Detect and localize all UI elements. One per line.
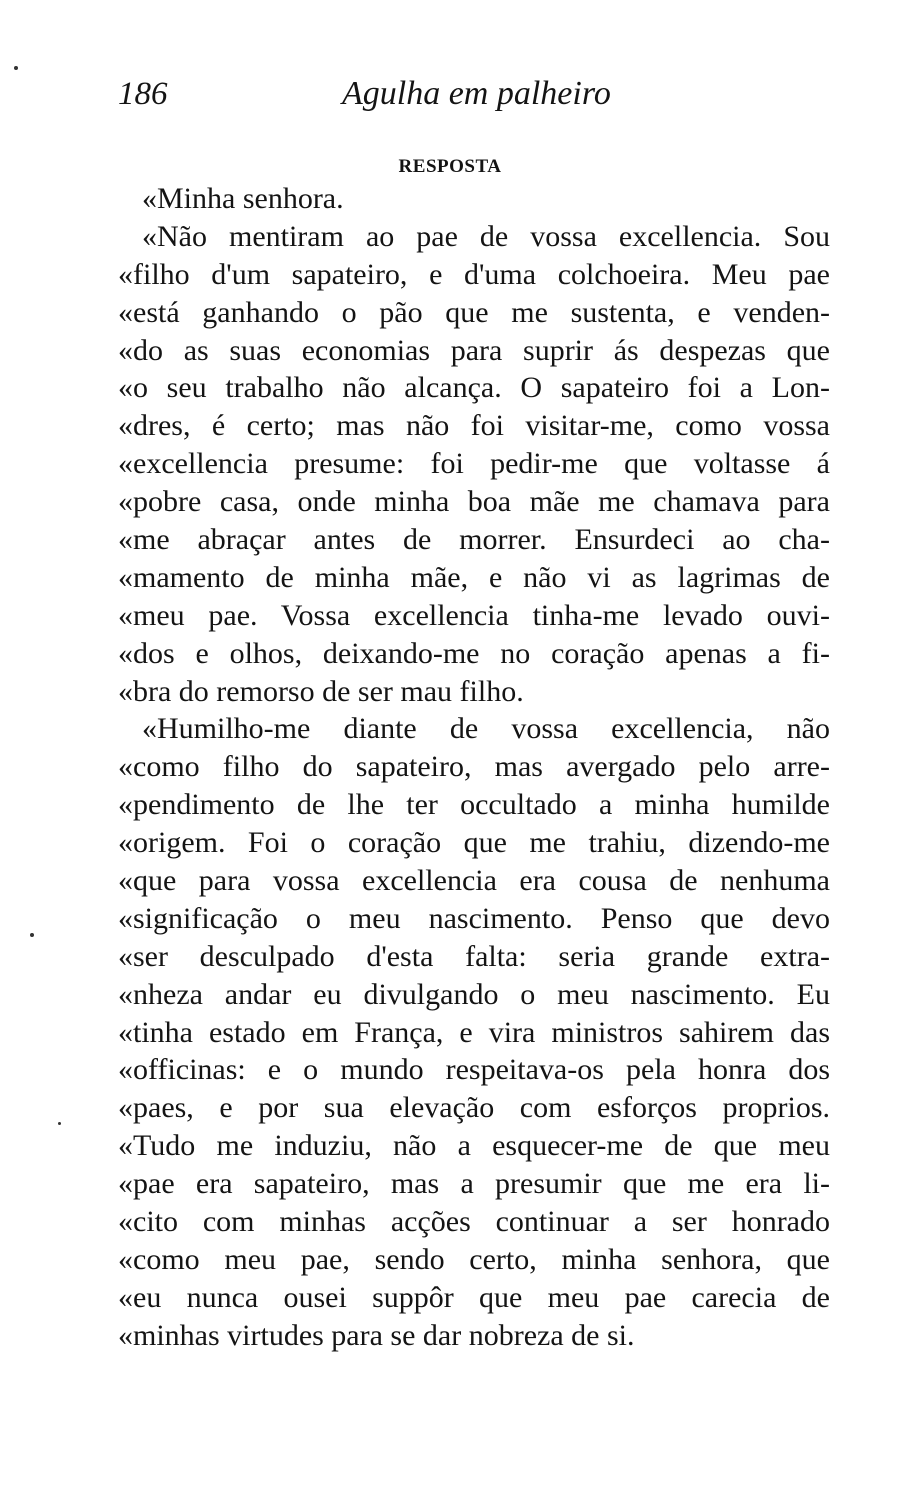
text-line: «Humilho-me diante de vossa excellencia, não <box>142 712 830 746</box>
text-line: «paes, e por sua elevação com esforços proprios. <box>118 1091 830 1125</box>
print-speck <box>30 933 34 937</box>
running-title: Agulha em palheiro <box>342 75 611 112</box>
text-line: «minhas virtudes para se dar nobreza de si. <box>118 1318 635 1352</box>
text-line: «pendimento de lhe ter occultado a minha humilde <box>118 788 830 822</box>
section-heading: RESPOSTA <box>398 156 502 177</box>
text-line: «origem. Foi o coração que me trahiu, dizendo-me <box>118 826 830 860</box>
text-line: «me abraçar antes de morrer. Ensurdeci ao cha- <box>118 523 830 557</box>
text-line: «bra do remorso de ser mau filho. <box>118 674 524 708</box>
text-line: «excellencia presume: foi pedir-me que voltasse á <box>118 447 830 481</box>
text-line: «filho d'um sapateiro, e d'uma colchoeira. Meu pae <box>118 257 830 291</box>
text-line: «nheza andar eu divulgando o meu nascimento. Eu <box>118 977 830 1011</box>
print-speck <box>14 66 18 70</box>
text-line: «cito com minhas acções continuar a ser honrado <box>118 1205 830 1239</box>
text-line: «pae era sapateiro, mas a presumir que me era li- <box>118 1167 830 1201</box>
text-line: «o seu trabalho não alcança. O sapateiro foi a Lon- <box>118 371 830 405</box>
text-line: «significação o meu nascimento. Penso que devo <box>118 901 830 935</box>
text-line: «Minha senhora. <box>142 182 344 215</box>
text-line: «meu pae. Vossa excellencia tinha-me levado ouvi- <box>118 598 830 632</box>
letter-body <box>118 180 830 1355</box>
page-number: 186 <box>118 76 168 112</box>
text-line: «Tudo me induziu, não a esquecer-me de que meu <box>118 1129 830 1163</box>
text-line: «pobre casa, onde minha boa mãe me chamava para <box>118 485 830 519</box>
text-line: «eu nunca ousei suppôr que meu pae carecia de <box>118 1280 830 1314</box>
text-line: «Não mentiram ao pae de vossa excellencia. Sou <box>142 219 830 253</box>
text-line: «dres, é certo; mas não foi visitar-me, como vossa <box>118 409 830 443</box>
print-speck <box>58 1122 61 1125</box>
text-line: «officinas: e o mundo respeitava-os pela honra dos <box>118 1053 830 1087</box>
text-line: «como meu pae, sendo certo, minha senhora, que <box>118 1242 830 1276</box>
text-line: «dos e olhos, deixando-me no coração apenas a fi- <box>118 636 830 670</box>
text-line: «que para vossa excellencia era cousa de nenhuma <box>118 864 830 898</box>
text-line: «ser desculpado d'esta falta: seria grande extra- <box>118 939 830 973</box>
text-line: «tinha estado em França, e vira ministros sahirem das <box>118 1015 830 1049</box>
text-line: «mamento de minha mãe, e não vi as lagrimas de <box>118 560 830 594</box>
text-line: «do as suas economias para suprir ás despezas que <box>118 333 830 367</box>
text-line: «como filho do sapateiro, mas avergado pelo arre- <box>118 750 830 784</box>
text-line: «está ganhando o pão que me sustenta, e venden- <box>118 295 830 329</box>
